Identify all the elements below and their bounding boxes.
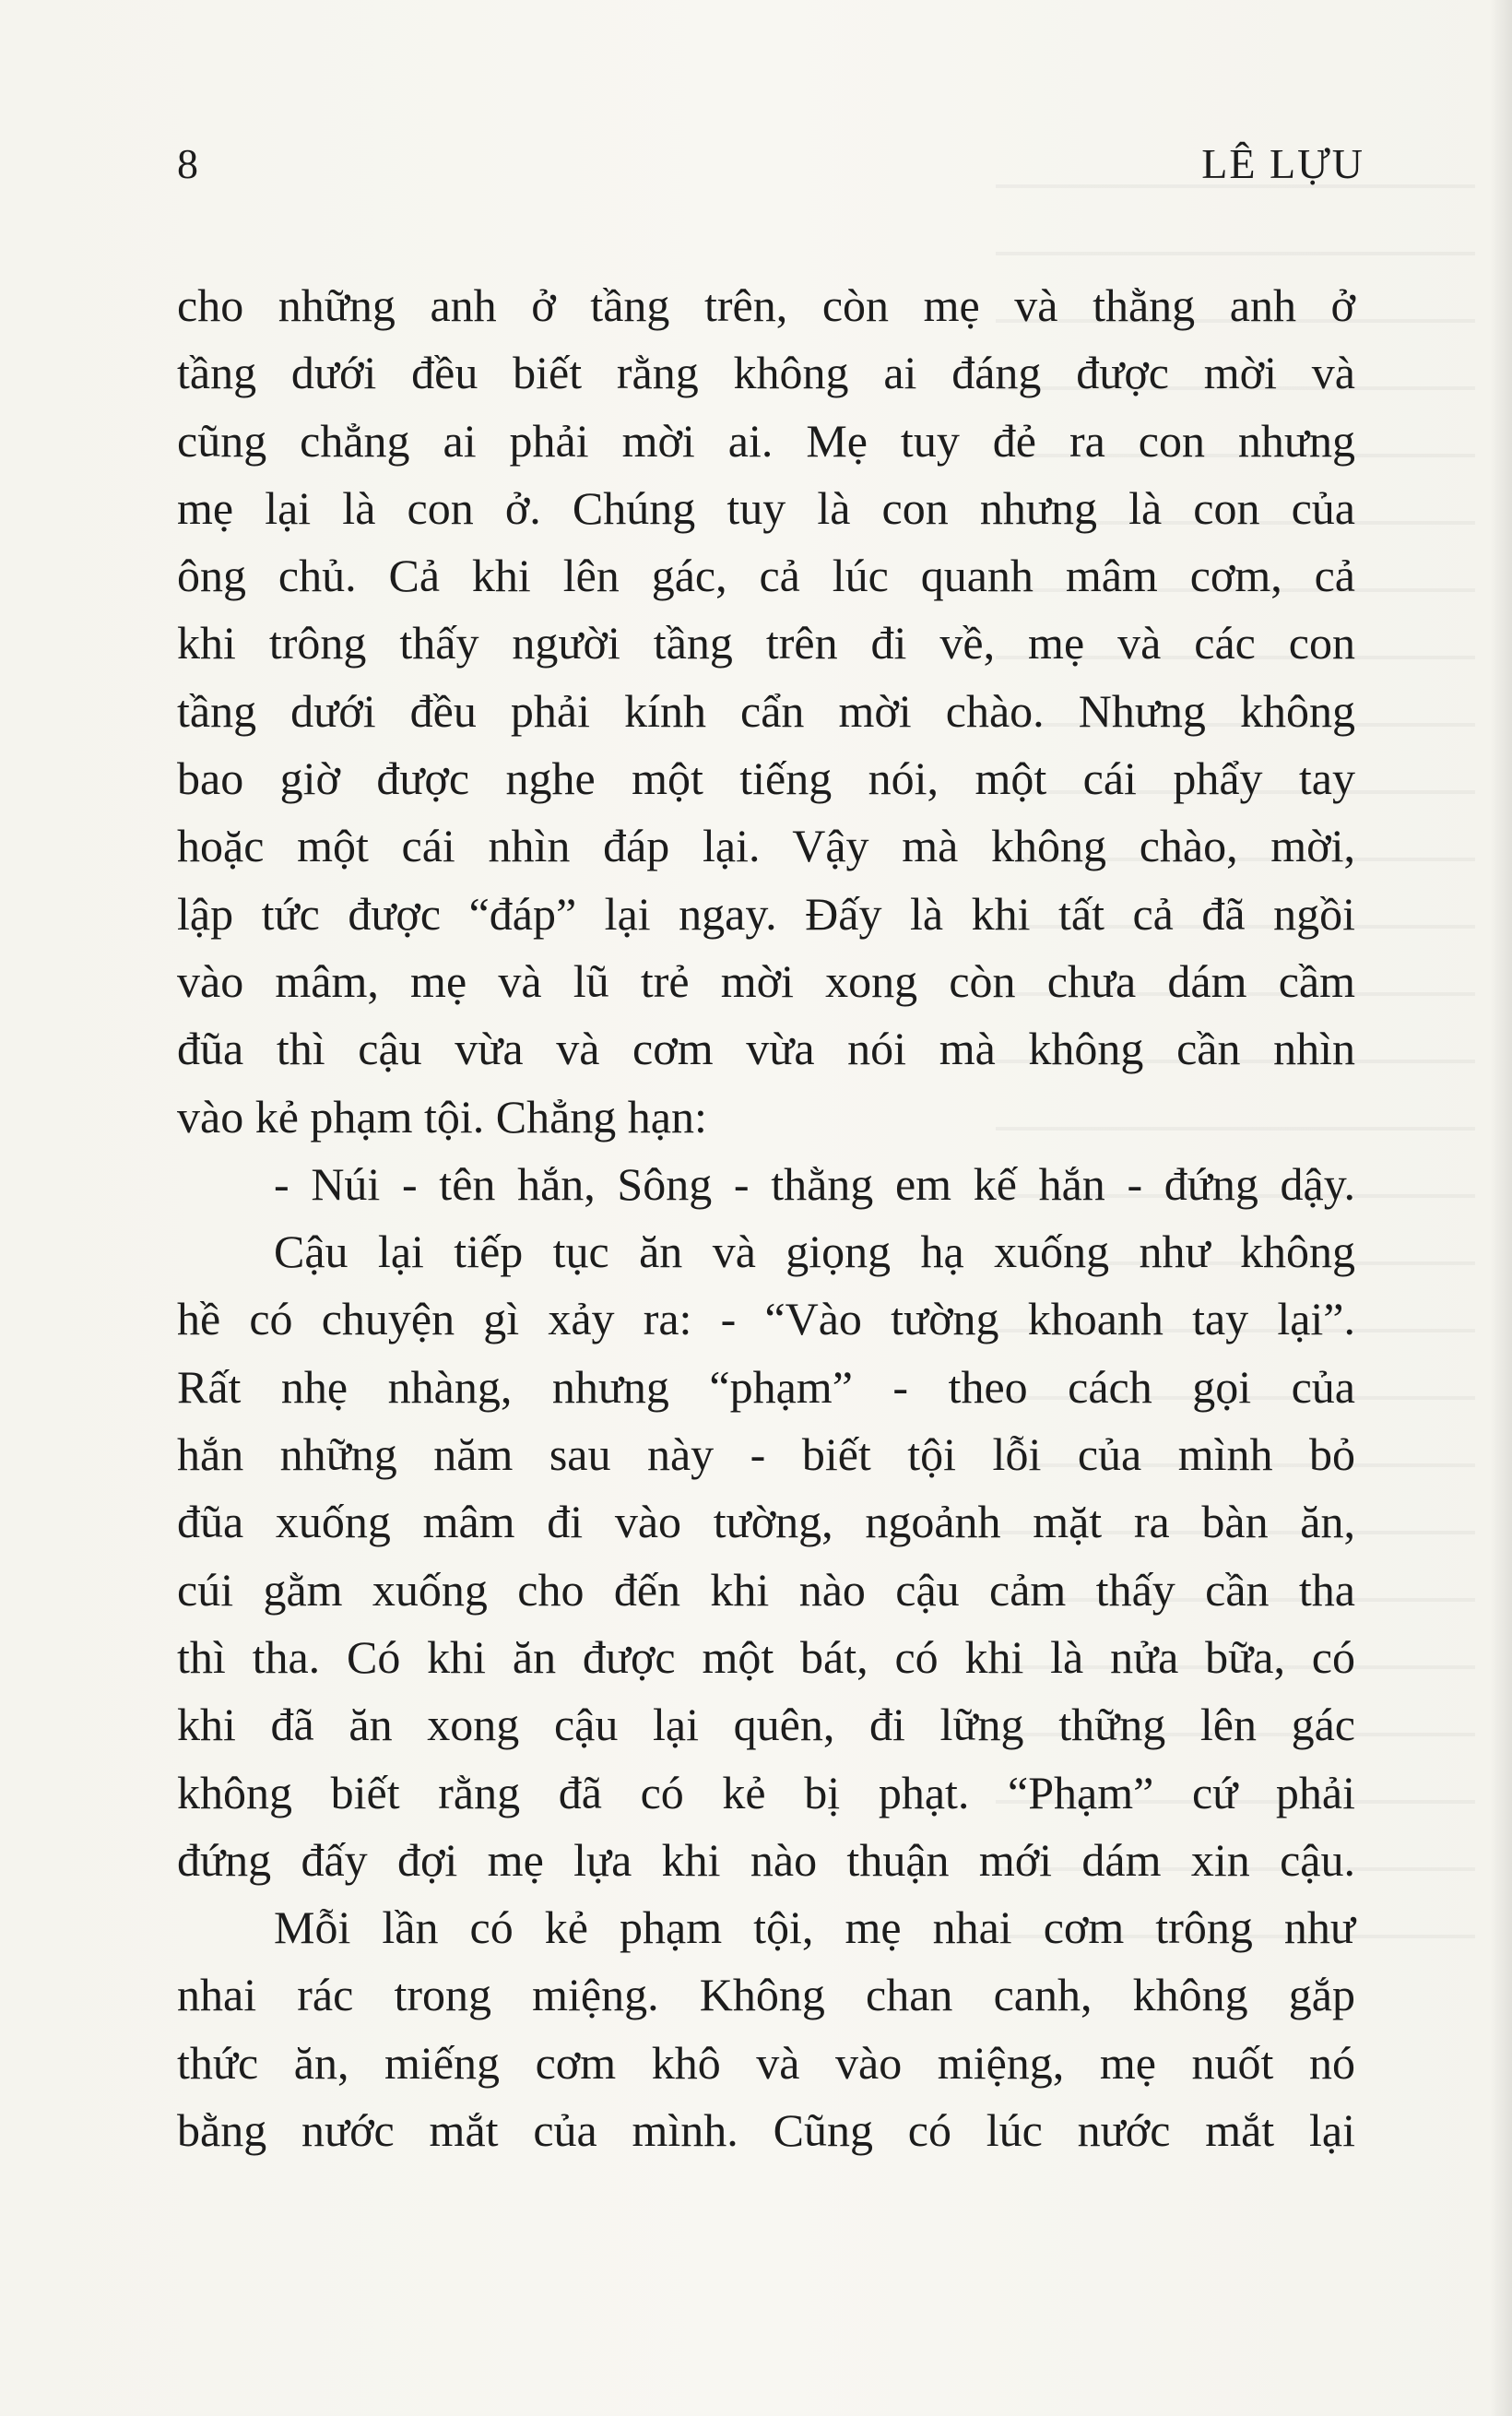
text-line: thì tha. Có khi ăn được một bát, có khi là nửa bữa, có: [177, 1630, 1355, 1683]
text-line: khi đã ăn xong cậu lại quên, đi lững thững lên gác: [177, 1699, 1355, 1751]
text-line: cúi gằm xuống cho đến khi nào cậu cảm thấy cần tha: [177, 1563, 1355, 1616]
text-line: mẹ lại là con ở. Chúng tuy là con nhưng là con của: [177, 481, 1355, 534]
running-head-author: LÊ LỰU: [1201, 140, 1364, 187]
text-line: vào kẻ phạm tội. Chẳng hạn:: [177, 1090, 707, 1143]
text-line: không biết rằng đã có kẻ bị phạt. “Phạm” cứ phải: [177, 1766, 1355, 1818]
page-edge-shadow: [1490, 0, 1512, 2416]
text-line-paragraph-start: Mỗi lần có kẻ phạm tội, mẹ nhai cơm trông như: [274, 1901, 1355, 1954]
body-text: [177, 272, 1355, 2164]
text-line: ông chủ. Cả khi lên gác, cả lúc quanh mâm cơm, cả: [177, 550, 1355, 602]
text-line: đũa thì cậu vừa và cơm vừa nói mà không cần nhìn: [177, 1023, 1355, 1075]
text-line: khi trông thấy người tầng trên đi về, mẹ và các con: [177, 617, 1355, 669]
text-line: lập tức được “đáp” lại ngay. Đấy là khi tất cả đã ngồi: [177, 887, 1355, 940]
text-line: hắn những năm sau này - biết tội lỗi của mình bỏ: [177, 1428, 1355, 1481]
text-line: tầng dưới đều biết rằng không ai đáng được mời và: [177, 347, 1355, 399]
text-line: tầng dưới đều phải kính cẩn mời chào. Nhưng không: [177, 684, 1355, 737]
text-line: đũa xuống mâm đi vào tường, ngoảnh mặt ra bàn ăn,: [177, 1496, 1355, 1548]
text-line: cho những anh ở tầng trên, còn mẹ và thằng anh ở: [177, 279, 1355, 331]
text-line: hoặc một cái nhìn đáp lại. Vậy mà không chào, mời,: [177, 820, 1355, 872]
text-line-dialogue: - Núi - tên hắn, Sông - thằng em kế hắn - đứng dậy.: [274, 1157, 1355, 1210]
text-line: hề có chuyện gì xảy ra: - “Vào tường khoanh tay lại”.: [177, 1293, 1355, 1345]
text-line: thức ăn, miếng cơm khô và vào miệng, mẹ nuốt nó: [177, 2036, 1355, 2089]
text-line: nhai rác trong miệng. Không chan canh, không gắp: [177, 1969, 1355, 2021]
page-number: 8: [177, 140, 198, 187]
text-line: bằng nước mắt của mình. Cũng có lúc nước mắt lại: [177, 2104, 1355, 2157]
page-header: [177, 136, 1364, 192]
text-line: đứng đấy đợi mẹ lựa khi nào thuận mới dám xin cậu.: [177, 1833, 1355, 1886]
text-line: Rất nhẹ nhàng, nhưng “phạm” - theo cách gọi của: [177, 1360, 1355, 1413]
text-line: cũng chẳng ai phải mời ai. Mẹ tuy đẻ ra con nhưng: [177, 414, 1355, 467]
text-line-paragraph-start: Cậu lại tiếp tục ăn và giọng hạ xuống như không: [274, 1226, 1355, 1278]
text-line: bao giờ được nghe một tiếng nói, một cái phẩy tay: [177, 752, 1355, 805]
text-line: vào mâm, mẹ và lũ trẻ mời xong còn chưa dám cầm: [177, 954, 1355, 1007]
